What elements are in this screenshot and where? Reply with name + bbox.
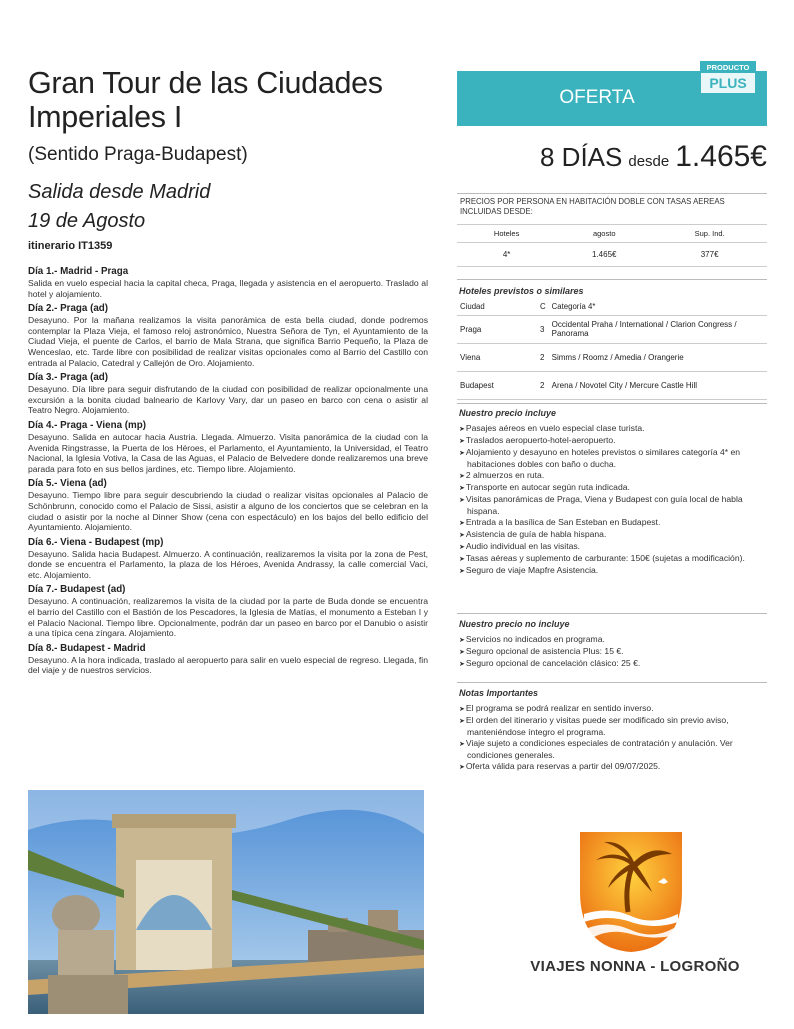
day-title: Día 8.- Budapest - Madrid: [28, 642, 146, 654]
departure-info: [28, 178, 210, 236]
page-subtitle: (Sentido Praga-Budapest): [28, 144, 248, 165]
list-item: ➤ Viaje sujeto a condiciones especiales de contratación y anulación. Ver condiciones generales.: [459, 738, 767, 761]
day-6: [28, 537, 428, 581]
day-title: Día 6.- Viena - Budapest (mp): [28, 536, 164, 548]
day-7: [28, 584, 428, 638]
price-days: 8 DÍAS: [539, 142, 623, 172]
hotels-title: Hoteles previstos o similares: [459, 286, 584, 296]
day-text: Desayuno. Día libre para seguir disfrutando de la ciudad con posibilidad de realizar opcionalmente una excursión a la bonita ciudad balneario de Karlovy Vary, dar un paseo en barco con cena o asistir al Teatro Negro. Alojamiento.: [28, 384, 428, 416]
day-text: Desayuno. Salida en autocar hacia Austria. Llegada. Almuerzo. Visita panorámica de la ciudad con la Avenida Ringstrasse, la Puerta de los Héroes, el Parlamento, el Ayuntamiento, la Universidad, el Teatro Nacional, la Iglesia Votiva, la Casa de las Aguas, el Palacio de Belvedere donde realizaremos una breve parada para foto en sus bellos jardines, etc. Tiempo libre. Alojamiento.: [28, 431, 428, 474]
table-cell: Arena / Novotel City / Mercure Castle Hill: [549, 371, 767, 399]
departure-date: 19 de Agosto: [28, 210, 146, 232]
table-cell: 2: [537, 371, 549, 399]
table-row: [457, 343, 767, 371]
day-title: Día 5.- Viena (ad): [28, 478, 107, 490]
table-cell: 1.465€: [556, 243, 652, 267]
price-table: [457, 224, 767, 267]
table-cell: 2: [537, 343, 549, 371]
price-amount: 1.465€: [675, 140, 767, 173]
table-cell: Occidental Praha / International / Clarion Congress / Panorama: [549, 315, 767, 343]
day-1: [28, 266, 428, 299]
list-item: ➤ Entrada a la basílica de San Esteban en Budapest.: [459, 517, 767, 529]
list-item: ➤ Oferta válida para reservas a partir del 09/07/2025.: [459, 761, 767, 773]
list-item: ➤ Audio individual en las visitas.: [459, 541, 767, 553]
agency-logo: [574, 822, 688, 956]
list-item: ➤ El programa se podrá realizar en sentido inverso.: [459, 703, 767, 715]
day-text: Desayuno. Por la mañana realizamos la visita panorámica de esta bella ciudad, donde podremos contemplar la Plaza Vieja, el famoso reloj astronómico, Nuestra Señora de Tyn, el Ayuntamiento de la Ciudad Vieja, el puente de Carlos, el barrio de Mala Strana, que significa Barrio Pequeño, la Plaza de Wenceslao, etc. Tarde libre con posibilidad de realizar visitas opcionales como al Barrio del Castillo con entrada al Palacio, Catedral y Callejón de Oro. Alojamiento.: [28, 315, 428, 368]
table-cell: 377€: [652, 243, 767, 267]
table-header: Categoría 4*: [549, 298, 767, 315]
list-item: ➤ El orden del itinerario y visitas puede ser modificado sin previo aviso, manteniéndose íntegro el programa.: [459, 715, 767, 738]
day-title: Día 7.- Budapest (ad): [28, 584, 126, 596]
day-title: Día 1.- Madrid - Praga: [28, 266, 129, 277]
table-header: Ciudad: [457, 298, 537, 315]
day-2: [28, 303, 428, 368]
day-8: [28, 643, 428, 676]
price-headline: [457, 140, 767, 174]
list-item: ➤ Transporte en autocar según ruta indicada.: [459, 482, 767, 494]
day-text: Desayuno. A la hora indicada, traslado al aeropuerto para salir en vuelo especial de regreso. Llegada, fin del viaje y de nuestros servicios.: [28, 654, 428, 676]
divider: [457, 279, 767, 280]
agency-name: VIAJES NONNA - LOGROÑO: [530, 958, 740, 975]
chain-bridge-illustration: [28, 790, 424, 1014]
day-3: [28, 372, 428, 416]
divider: [457, 613, 767, 614]
table-cell: Simms / Roomz / Amedia / Orangerie: [549, 343, 767, 371]
list-item: ➤ Seguro opcional de asistencia Plus: 15 €.: [459, 646, 767, 658]
product-plus-badge: [700, 61, 756, 97]
day-text: Desayuno. Tiempo libre para seguir descubriendo la ciudad o realizar visitas opcionales al Palacio de Schönbrunn, conocido como el Palacio de Sissi, asistir a alguno de los conciertos que se celebran en la ciudad o asistir por la noche al Dinner Show (cena con espectáculo) en los bajos del bello edificio del Ayuntamiento. Alojamiento.: [28, 490, 428, 533]
price-from: desde: [628, 153, 670, 170]
table-cell: Praga: [457, 315, 537, 343]
palm-tree-icon: [574, 822, 688, 956]
list-item: ➤ Traslados aeropuerto-hotel-aeropuerto.: [459, 435, 767, 447]
table-row: [457, 315, 767, 343]
itinerary-days: [28, 266, 428, 680]
list-item: ➤ Pasajes aéreos en vuelo especial clase turista.: [459, 423, 767, 435]
day-title: Día 4.- Praga - Viena (mp): [28, 419, 146, 431]
list-item: ➤ 2 almuerzos en ruta.: [459, 470, 767, 482]
list-item: ➤ Seguro de viaje Mapfre Asistencia.: [459, 565, 767, 577]
table-header: agosto: [556, 225, 652, 243]
departure-city: Salida desde Madrid: [28, 181, 211, 203]
table-cell: 4*: [457, 243, 556, 267]
day-5: [28, 478, 428, 532]
price-note: PRECIOS POR PERSONA EN HABITACIÓN DOBLE CON TASAS AEREAS INCLUIDAS DESDE:: [460, 197, 725, 216]
notes-title: Notas Importantes: [459, 688, 539, 698]
excludes-list: [459, 634, 767, 670]
table-header: Hoteles: [457, 225, 556, 243]
table-cell: Viena: [457, 343, 537, 371]
day-text: Salida en vuelo especial hacia la capital checa, Praga, llegada y asistencia en el aeropuerto. Traslado al hotel y alojamiento.: [28, 278, 428, 299]
table-header: Sup. Ind.: [652, 225, 767, 243]
table-header-row: [457, 298, 767, 315]
budapest-bridge-photo: [28, 790, 424, 1014]
notes-list: [459, 703, 767, 773]
list-item: ➤ Servicios no indicados en programa.: [459, 634, 767, 646]
badge-top-label: PRODUCTO: [701, 62, 755, 73]
day-text: Desayuno. Salida hacia Budapest. Almuerzo. A continuación, realizaremos la visita por la zona de Pest, donde se encuentra el Parlamento, la plaza de los Héroes, Avenida Andrassy, la calle comercial Vaci, etc. Alojamiento.: [28, 548, 428, 580]
divider: [457, 403, 767, 404]
divider: [457, 193, 767, 194]
page-title: Gran Tour de las Ciudades Imperiales I: [28, 66, 383, 134]
itinerary-code: itinerario IT1359: [28, 240, 113, 252]
table-header-row: [457, 225, 767, 243]
hotels-table: [457, 298, 767, 400]
offer-label: OFERTA: [559, 87, 635, 108]
badge-bottom-label: PLUS: [701, 73, 755, 93]
day-title: Día 3.- Praga (ad): [28, 372, 109, 384]
excludes-title: Nuestro precio no incluye: [459, 619, 570, 629]
day-title: Día 2.- Praga (ad): [28, 303, 109, 315]
includes-list: [459, 423, 767, 577]
table-cell: 3: [537, 315, 549, 343]
table-cell: Budapest: [457, 371, 537, 399]
table-row: [457, 243, 767, 267]
divider: [457, 682, 767, 683]
list-item: ➤ Tasas aéreas y suplemento de carburante: 150€ (sujetas a modificación).: [459, 553, 767, 565]
day-4: [28, 420, 428, 474]
list-item: ➤ Visitas panorámicas de Praga, Viena y Budapest con guía local de habla hispana.: [459, 494, 767, 517]
includes-title: Nuestro precio incluye: [459, 408, 557, 418]
table-row: [457, 371, 767, 399]
day-text: Desayuno. A continuación, realizaremos la visita de la ciudad por la parte de Buda donde se encuentra el barrio del Castillo con el Bastión de los Pescadores, la Iglesia de Matías, el monumento a Esteban I y el Palacio Nacional. Tiempo libre. Opcionalmente, podrán dar un paseo en barco por el Danubio o asistir a una típica cena zíngara. Alojamiento.: [28, 596, 428, 639]
table-header: C: [537, 298, 549, 315]
list-item: ➤ Alojamiento y desayuno en hoteles previstos o similares categoría 4* en habitaciones dobles con baño o ducha.: [459, 447, 767, 470]
list-item: ➤ Asistencia de guía de habla hispana.: [459, 529, 767, 541]
list-item: ➤ Seguro opcional de cancelación clásico: 25 €.: [459, 658, 767, 670]
